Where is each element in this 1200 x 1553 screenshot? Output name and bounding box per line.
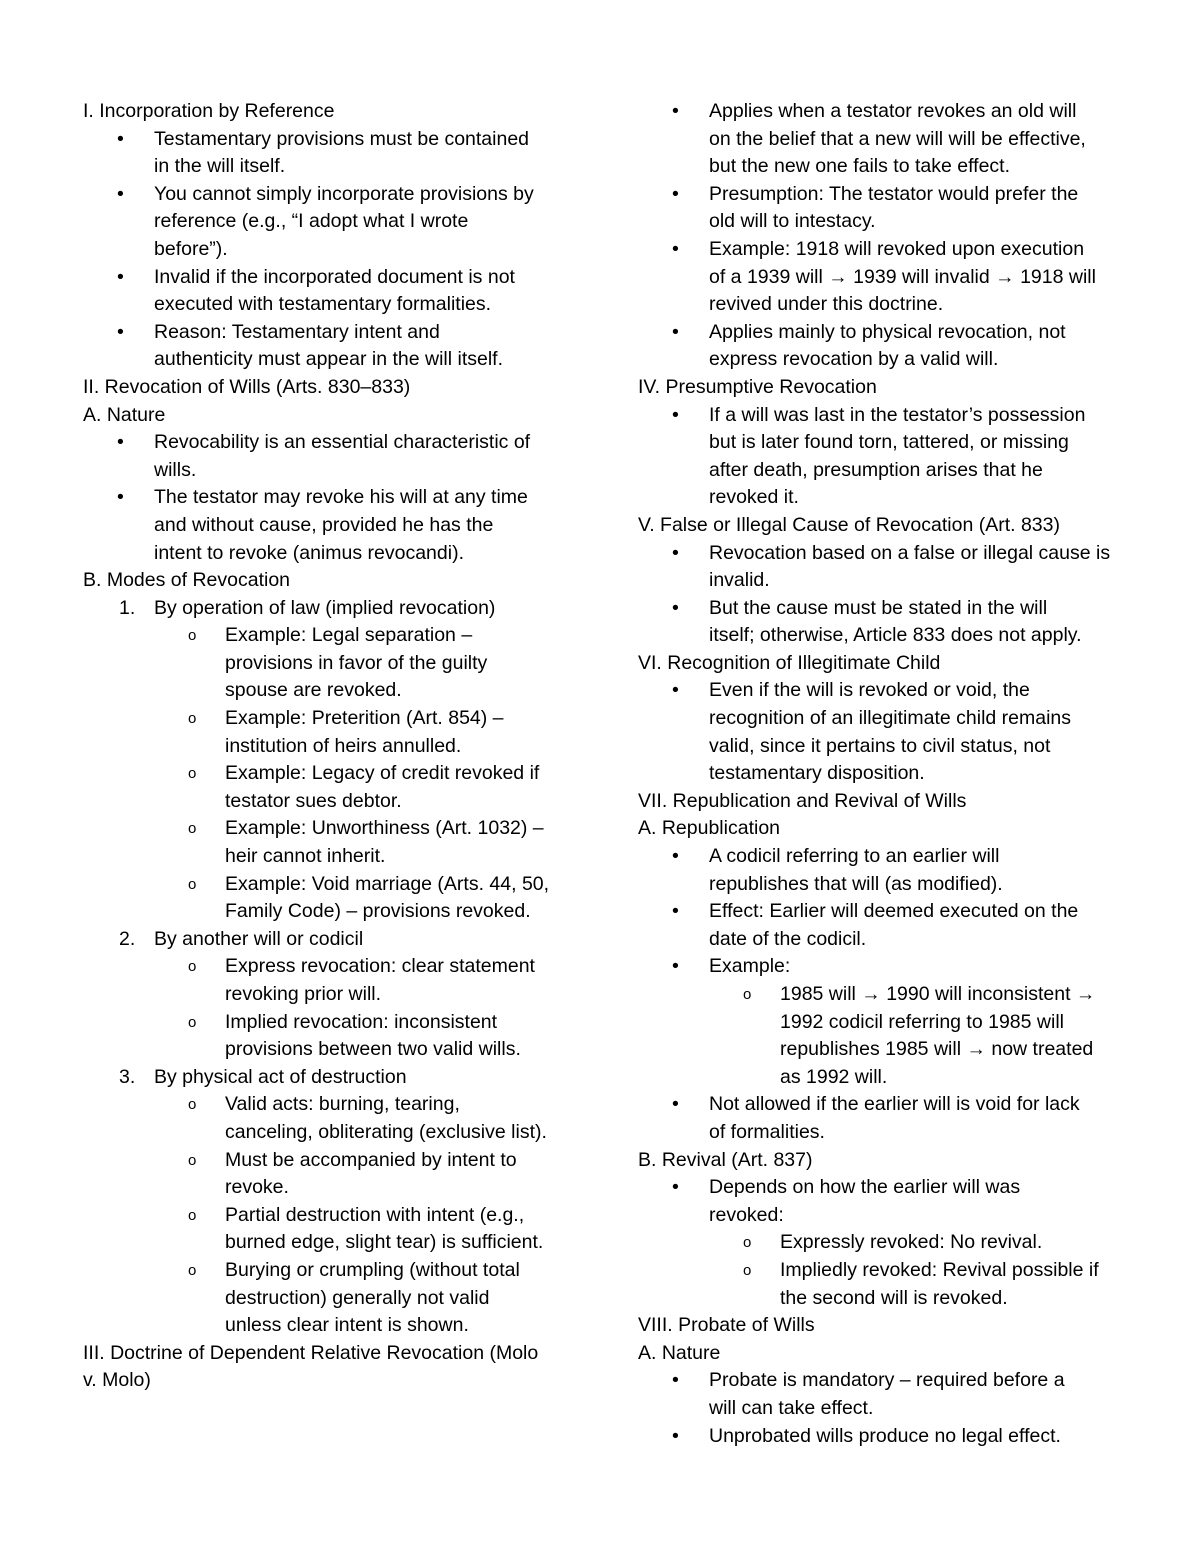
numbered-text: By another will or codicil: [154, 927, 364, 950]
bullet-item: [83, 181, 583, 209]
left-column: [83, 98, 583, 1395]
sub-bullet-item: [83, 1091, 583, 1119]
section-heading: VIII. Probate of Wills: [638, 1314, 815, 1337]
sub-bullet-marker: o: [188, 627, 197, 645]
section-heading: VII. Republication and Revival of Wills: [638, 789, 967, 812]
numbered-item: [83, 926, 583, 954]
bullet-marker: •: [672, 100, 679, 122]
bullet-item: [83, 429, 583, 457]
bullet-marker: •: [672, 679, 679, 702]
sub-bullet-marker: o: [188, 1013, 197, 1031]
sub-bullet-continuation: Family Code) – provisions revoked.: [225, 900, 531, 923]
sub-bullet-continuation: republishes 1985 will → now treated: [780, 1038, 1094, 1061]
bullet-item: [83, 484, 583, 512]
sub-bullet-marker: o: [188, 1096, 197, 1114]
sub-bullet-marker: o: [188, 820, 197, 838]
bullet-text: Not allowed if the earlier will is void for lack: [709, 1093, 1080, 1116]
sub-bullet-text: Partial destruction with intent (e.g.,: [225, 1203, 525, 1226]
bullet-continuation: but is later found torn, tattered, or missing: [709, 431, 1069, 454]
bullet-continuation: revoked it.: [709, 486, 799, 509]
bullet-text: Effect: Earlier will deemed executed on the: [709, 900, 1079, 923]
subsection-heading: B. Revival (Art. 837): [638, 1148, 813, 1171]
sub-bullet-text: Example: Unworthiness (Art. 1032) –: [225, 817, 544, 840]
bullet-item: [638, 402, 1138, 430]
bullet-continuation: revoked:: [709, 1203, 784, 1226]
section-heading: VI. Recognition of Illegitimate Child: [638, 651, 941, 674]
bullet-marker: •: [672, 1176, 679, 1199]
sub-bullet-text: Implied revocation: inconsistent: [225, 1010, 498, 1033]
bullet-text: Depends on how the earlier will was: [709, 1176, 1021, 1199]
sub-bullet-continuation: spouse are revoked.: [225, 679, 402, 702]
subsection-heading: A. Nature: [638, 1341, 721, 1364]
sub-bullet-marker: o: [188, 765, 197, 783]
sub-bullet-marker: o: [188, 875, 197, 893]
section-heading-continuation: v. Molo): [83, 1369, 151, 1392]
section-heading: III. Doctrine of Dependent Relative Revocation (Molo: [83, 1341, 539, 1364]
bullet-text: Even if the will is revoked or void, the: [709, 679, 1030, 702]
bullet-item: [638, 1174, 1138, 1202]
bullet-item: [638, 540, 1138, 568]
sub-bullet-text: Must be accompanied by intent to: [225, 1148, 517, 1171]
number-marker: 1.: [119, 596, 136, 619]
numbered-item: [83, 1064, 583, 1092]
bullet-continuation: but the new one fails to take effect.: [709, 155, 1011, 178]
subsection-heading: A. Republication: [638, 817, 781, 840]
sub-bullet-item: [83, 760, 583, 788]
bullet-marker: •: [117, 431, 124, 454]
bullet-marker: •: [672, 955, 679, 978]
sub-bullet-continuation: revoke.: [225, 1176, 289, 1199]
bullet-text: Presumption: The testator would prefer the: [709, 182, 1079, 205]
bullet-continuation: authenticity must appear in the will itself.: [154, 348, 504, 371]
subsection-heading: A. Nature: [83, 403, 166, 426]
sub-bullet-continuation: unless clear intent is shown.: [225, 1314, 469, 1337]
number-marker: 3.: [119, 1065, 136, 1088]
bullet-marker: •: [672, 1369, 679, 1392]
bullet-text: Revocation based on a false or illegal cause is: [709, 541, 1111, 564]
section-heading: IV. Presumptive Revocation: [638, 375, 877, 398]
sub-bullet-continuation: provisions between two valid wills.: [225, 1038, 521, 1061]
bullet-item: [638, 843, 1138, 871]
bullet-marker: •: [672, 596, 679, 619]
bullet-continuation: revived under this doctrine.: [709, 293, 944, 316]
sub-bullet-marker: o: [743, 1234, 752, 1252]
bullet-continuation: old will to intestacy.: [709, 210, 876, 233]
bullet-continuation: testamentary disposition.: [709, 762, 925, 785]
bullet-item: [83, 126, 583, 154]
sub-bullet-text: Expressly revoked: No revival.: [780, 1231, 1043, 1254]
bullet-text: You cannot simply incorporate provisions by: [154, 182, 534, 205]
bullet-marker: •: [672, 1424, 679, 1447]
bullet-marker: •: [672, 237, 679, 260]
sub-bullet-text: Example: Legacy of credit revoked if: [225, 762, 540, 785]
bullet-text: Unprobated wills produce no legal effect.: [709, 1424, 1061, 1447]
sub-bullet-continuation: testator sues debtor.: [225, 789, 402, 812]
bullet-marker: •: [672, 845, 679, 868]
bullet-text: Applies when a testator revokes an old will: [709, 100, 1077, 122]
sub-bullet-continuation: institution of heirs annulled.: [225, 734, 462, 757]
sub-bullet-text: Valid acts: burning, tearing,: [225, 1093, 460, 1116]
sub-bullet-item: [83, 1009, 583, 1037]
sub-bullet-continuation: destruction) generally not valid: [225, 1286, 490, 1309]
bullet-continuation: executed with testamentary formalities.: [154, 293, 492, 316]
bullet-continuation: invalid.: [709, 569, 770, 592]
bullet-marker: •: [117, 486, 124, 509]
sub-bullet-marker: o: [188, 1261, 197, 1279]
sub-bullet-text: Example: Preterition (Art. 854) –: [225, 707, 504, 730]
bullet-continuation: will can take effect.: [709, 1396, 874, 1419]
bullet-continuation: of a 1939 will → 1939 will invalid → 1918 will: [709, 265, 1096, 288]
bullet-text: Reason: Testamentary intent and: [154, 320, 440, 343]
sub-bullet-text: Example: Legal separation –: [225, 624, 473, 647]
bullet-item: [638, 1091, 1138, 1119]
sub-bullet-item: [638, 1257, 1138, 1285]
bullet-marker: •: [672, 403, 679, 426]
bullet-item: [638, 236, 1138, 264]
sub-bullet-continuation: heir cannot inherit.: [225, 845, 386, 868]
sub-bullet-continuation: burned edge, slight tear) is sufficient.: [225, 1231, 544, 1254]
bullet-continuation: express revocation by a valid will.: [709, 348, 999, 371]
bullet-marker: •: [117, 127, 124, 150]
bullet-continuation: before”).: [154, 237, 228, 260]
bullet-marker: •: [672, 320, 679, 343]
bullet-marker: •: [672, 182, 679, 205]
numbered-item: [83, 595, 583, 623]
sub-bullet-text: Impliedly revoked: Revival possible if: [780, 1258, 1099, 1281]
sub-bullet-text: 1985 will → 1990 will inconsistent →: [780, 983, 1096, 1005]
bullet-text: Testamentary provisions must be contained: [154, 127, 530, 150]
bullet-marker: •: [672, 541, 679, 564]
bullet-item: [638, 953, 1138, 981]
bullet-text: A codicil referring to an earlier will: [709, 845, 1000, 868]
section-heading: V. False or Illegal Cause of Revocation (Art. 833): [638, 513, 1060, 536]
bullet-item: [638, 98, 1138, 126]
bullet-item: [638, 1423, 1138, 1451]
sub-bullet-item: [83, 1257, 583, 1285]
bullet-item: [83, 264, 583, 292]
sub-bullet-item: [638, 981, 1138, 1009]
bullet-text: But the cause must be stated in the will: [709, 596, 1048, 619]
sub-bullet-marker: o: [743, 1261, 752, 1279]
right-column: [638, 98, 1138, 1450]
sub-bullet-marker: o: [188, 958, 197, 976]
bullet-continuation: recognition of an illegitimate child remains: [709, 707, 1072, 730]
bullet-text: Example: 1918 will revoked upon execution: [709, 237, 1085, 260]
bullet-marker: •: [117, 265, 124, 288]
bullet-continuation: wills.: [154, 458, 197, 481]
sub-bullet-continuation: revoking prior will.: [225, 983, 382, 1005]
bullet-continuation: and without cause, provided he has the: [154, 513, 494, 536]
bullet-marker: •: [672, 900, 679, 923]
bullet-text: Example:: [709, 955, 791, 978]
sub-bullet-text: Example: Void marriage (Arts. 44, 50,: [225, 872, 550, 895]
bullet-continuation: in the will itself.: [154, 155, 286, 178]
sub-bullet-item: [83, 953, 583, 981]
bullet-item: [638, 1367, 1138, 1395]
sub-bullet-continuation: canceling, obliterating (exclusive list).: [225, 1120, 547, 1143]
bullet-text: Probate is mandatory – required before a: [709, 1369, 1065, 1392]
sub-bullet-item: [83, 1202, 583, 1230]
number-marker: 2.: [119, 927, 136, 950]
sub-bullet-item: [83, 1147, 583, 1175]
bullet-text: If a will was last in the testator’s possession: [709, 403, 1086, 426]
bullet-marker: •: [672, 1093, 679, 1116]
bullet-continuation: valid, since it pertains to civil status, not: [709, 734, 1051, 757]
sub-bullet-item: [83, 705, 583, 733]
sub-bullet-continuation: the second will is revoked.: [780, 1286, 1008, 1309]
bullet-continuation: intent to revoke (animus revocandi).: [154, 541, 464, 564]
bullet-text: Applies mainly to physical revocation, not: [709, 320, 1066, 343]
numbered-text: By operation of law (implied revocation): [154, 596, 496, 619]
numbered-text: By physical act of destruction: [154, 1065, 407, 1088]
bullet-item: [83, 319, 583, 347]
bullet-continuation: on the belief that a new will will be effective,: [709, 127, 1086, 150]
bullet-continuation: republishes that will (as modified).: [709, 872, 1003, 895]
bullet-item: [638, 181, 1138, 209]
sub-bullet-continuation: 1992 codicil referring to 1985 will: [780, 1010, 1064, 1033]
bullet-continuation: of formalities.: [709, 1120, 825, 1143]
bullet-text: The testator may revoke his will at any time: [154, 486, 528, 509]
subsection-heading: B. Modes of Revocation: [83, 569, 291, 592]
section-heading: II. Revocation of Wills (Arts. 830–833): [83, 375, 411, 398]
sub-bullet-marker: o: [188, 710, 197, 728]
bullet-continuation: itself; otherwise, Article 833 does not apply.: [709, 624, 1082, 647]
bullet-continuation: after death, presumption arises that he: [709, 458, 1043, 481]
sub-bullet-continuation: provisions in favor of the guilty: [225, 651, 488, 674]
bullet-marker: •: [117, 182, 124, 205]
sub-bullet-text: Burying or crumpling (without total: [225, 1258, 520, 1281]
bullet-item: [638, 319, 1138, 347]
sub-bullet-item: [83, 622, 583, 650]
sub-bullet-marker: o: [188, 1206, 197, 1224]
sub-bullet-item: [638, 1229, 1138, 1257]
bullet-continuation: reference (e.g., “I adopt what I wrote: [154, 210, 469, 233]
bullet-continuation: date of the codicil.: [709, 927, 867, 950]
sub-bullet-marker: o: [188, 1151, 197, 1169]
bullet-text: Revocability is an essential characteristic of: [154, 431, 531, 454]
bullet-item: [638, 595, 1138, 623]
sub-bullet-continuation: as 1992 will.: [780, 1065, 888, 1088]
sub-bullet-item: [83, 871, 583, 899]
bullet-item: [638, 677, 1138, 705]
bullet-item: [638, 898, 1138, 926]
bullet-marker: •: [117, 320, 124, 343]
section-heading: I. Incorporation by Reference: [83, 100, 335, 122]
sub-bullet-marker: o: [743, 986, 752, 1003]
sub-bullet-text: Express revocation: clear statement: [225, 955, 535, 978]
bullet-text: Invalid if the incorporated document is not: [154, 265, 515, 288]
sub-bullet-item: [83, 815, 583, 843]
